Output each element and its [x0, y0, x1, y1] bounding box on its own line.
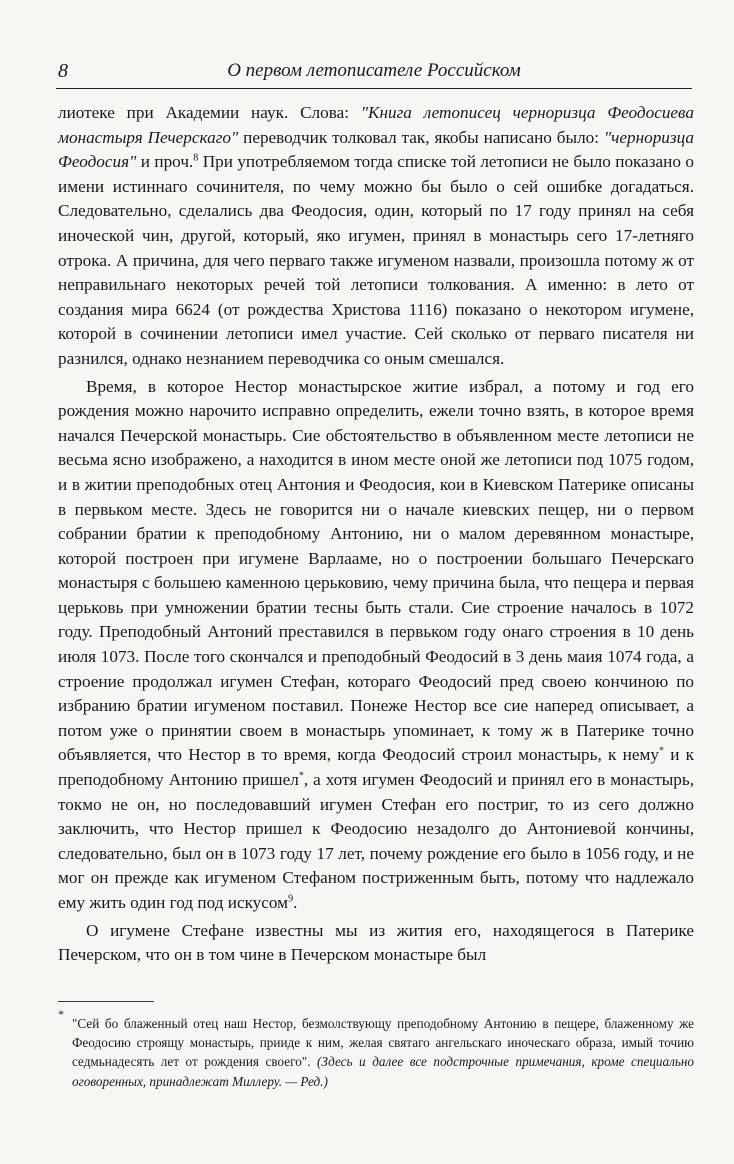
page-header	[56, 58, 692, 89]
footnote-divider	[58, 1001, 154, 1002]
running-title: О первом летописателе Российском	[227, 60, 521, 81]
text-span: При употребляемом тогда списке той летописи не было показано о имени истиннаго сочинителя, по чему можно бы было о сей ошибке догадаться. Следовательно, сделались два Феодосия, один, который по 17 году принял на себя иноческой чин, другой, который, яко игумен, принял в монастырь сего 17-летняго отрока. А причина, для чего перваго также игуменом назвали, произошла потому ж от неправильнаго некоторых речей той летописи толкования. А именно: в лето от создания мира 6624 (от рождества Христова 1116) показано о некотором игумене, которой в сочинении летописи имел участие. Сей сколько от перваго писателя ни разнился, однако незнанием переводчика со оным смешался.	[58, 152, 694, 368]
body-text	[58, 101, 694, 968]
text-span: лиотеке при Академии наук. Слова:	[58, 103, 361, 122]
text-span: и проч.	[136, 152, 194, 172]
text-span: О игумене Стефане известны мы из жития его, находящегося в Патерике Печерском, что он в том чине в Печерском монастыре был	[58, 920, 694, 965]
paragraph-1	[58, 101, 694, 372]
footnote-editor-note: (Здесь и далее все подстрочные примечания, кроме специально оговоренных, принадлежат Миллеру. — Ред.)	[72, 1054, 694, 1089]
paragraph-3	[58, 919, 694, 968]
text-span: переводчик толковал так, якобы написано было:	[238, 127, 604, 147]
footnote-body	[72, 1014, 694, 1091]
text-span: .	[293, 893, 298, 912]
footnote-ref-8: 8	[193, 152, 199, 164]
paragraph-2	[58, 375, 694, 916]
footnote-quote: "Сей бо блаженный отец наш Нестор, безмолствующу преподобному Антонию в пещере, блаженному же Феодосию строящу монастырь, прииде к ним, желая святаго ангельскаго иноческаго образа, имый точию седмьнадесять лет от рождения своего".	[72, 1016, 694, 1070]
footnote-ref-star: *	[658, 745, 664, 757]
italic-quote: "Книга летописец черноризца Феодосиева монастыря Печерскаго"	[58, 103, 694, 147]
italic-quote: "черноризца Феодосия"	[58, 127, 694, 172]
footnote-ref-star: *	[298, 770, 304, 782]
footnote: * "Сей бо блаженный отец наш Нестор, безмолствующу преподобному Антонию в пещере, блаженному же Феодосию строящу монастырь, прииде к ним, желая святаго ангельскаго иноческаго образа, имый точию седмьнадесять лет от рождения своего". (Здесь и далее все подстрочные примечания, кроме специально оговоренных, принадлежат Миллеру. — Ред.)	[58, 1014, 694, 1091]
footnote-ref-9: 9	[288, 893, 294, 905]
text-span: Время, в которое Нестор монастырское житие избрал, а потому и год его рождения можно нарочито исправно определить, ежели точно взять, в которое время начался Печерской монастырь. Сие обстоятельство в объявленном месте летописи не весьма ясно изображено, а находится в ином месте оной же летописи под 1075 годом, и в житии преподобных отец Антония и Феодосия, кои в Киевском Патерике описаны в первьком месте. Здесь не говорится ни о начале киевских пещер, ни о первом собрании братии к преподобному Антонию, ни о малом деревянном монастыре, которой построен при игумене Варлааме, но о построении большаго Печерскаго монастыря с большею каменною церьковию, чему причина была, что пещера и первая церьковь при умножении братии тесны быть стали. Сие строение началось в 1072 году. Преподобный Антоний преставился в первьком году онаго строения в 10 день июля 1073. После того скончался и преподобный Феодосий в 3 день маия 1074 года, а строение продолжал игумен Стефан, котораго Феодосий пред своею кончиною по избранию братии игуменом поставил. Понеже Нестор все сие наперед описывает, а потом уже о принятии своем в монастырь упоминает, к тому ж в Патерике точно объявляется, что Нестор в то время, когда Феодосий строил монастырь, к нему	[58, 376, 694, 765]
page-number: 8	[58, 60, 68, 82]
text-span: , а хотя игумен Феодосий и принял его в монастырь, токмо не он, но последовавший игумен Стефан его постриг, то из сего должно заключить, что Нестор пришел к Феодосию незадолго до Антониевой кончины, следовательно, был он в 1073 году 17 лет, почему рождение его было в 1056 году, и не мог он прежде как игуменом Стефаном постриженным быть, потому что надлежало ему жить один год под искусом	[58, 770, 694, 912]
text-span: и к преподобному Антонию пришел	[58, 745, 694, 790]
